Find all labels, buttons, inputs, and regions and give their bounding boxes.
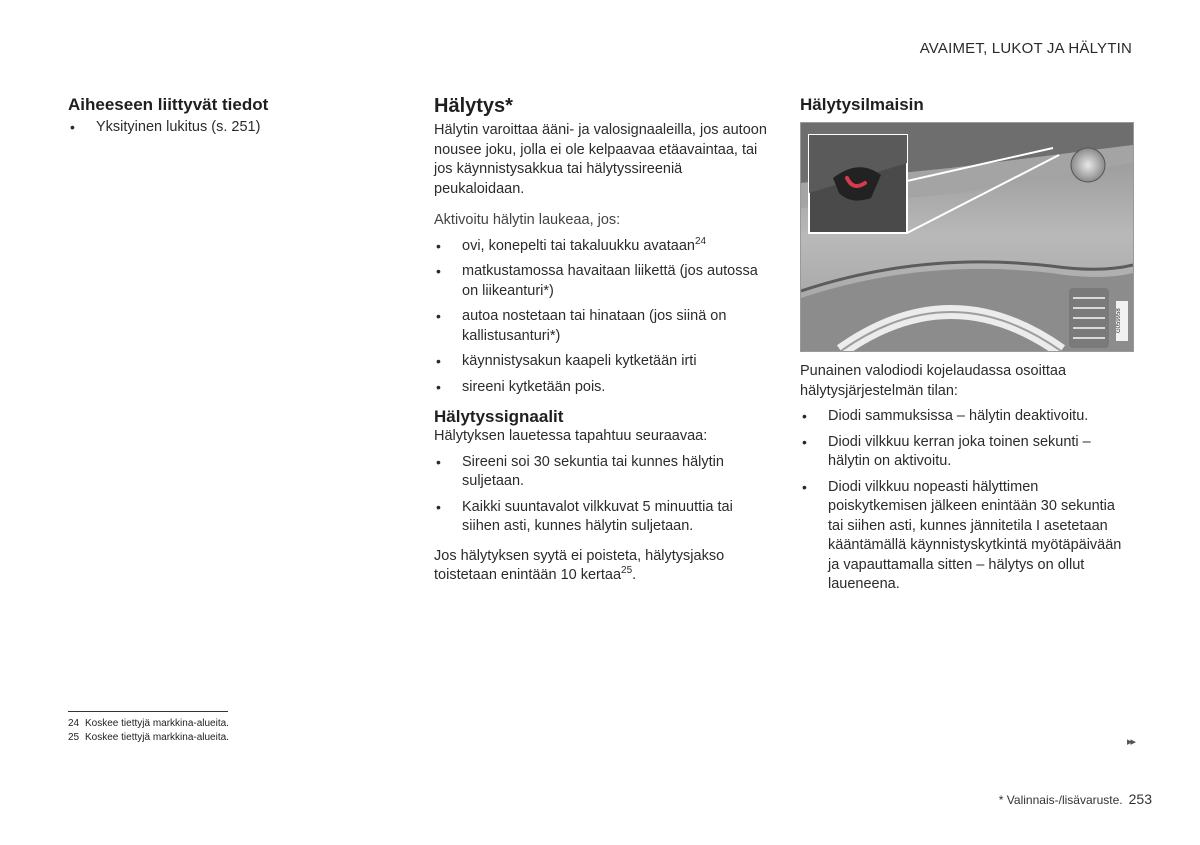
related-info-column <box>68 94 348 138</box>
footnote: 25 Koskee tiettyjä markkina-alueita. <box>68 732 229 743</box>
alarm-outro: Jos hälytyksen syytä ei poisteta, hälytysjakso toistetaan enintään 10 kertaa$^{25}$. <box>434 547 725 583</box>
page-footer <box>999 791 1152 807</box>
list-item: • matkustamossa havaitaan liikettä (jos autossa on liikeanturi*) <box>434 262 769 301</box>
list-item: • käynnistysakun kaapeli kytketään irti <box>434 352 769 372</box>
indicator-caption: Punainen valodiodi kojelaudassa osoittaa hälytysjärjestelmän tilan: <box>800 363 1067 399</box>
list-item: • sireeni kytketään pois. <box>434 378 769 398</box>
signals-intro: Hälytyksen lauetessa tapahtuu seuraavaa: <box>434 428 708 444</box>
indicator-column <box>800 94 1134 595</box>
dashboard-indicator-photo <box>800 122 1134 352</box>
section-title: Hälytys* <box>434 95 513 117</box>
footnote-ref[interactable]: 24 <box>694 235 707 247</box>
page-number: 253 <box>1128 791 1152 807</box>
related-link[interactable]: • Yksityinen lukitus (s. 251) <box>68 118 348 138</box>
alarm-trigger-lead: Aktivoitu hälytin laukeaa, jos: <box>434 212 621 228</box>
list-item: • Diodi vilkkuu nopeasti hälyttimen poiskytkemisen jälkeen enintään 30 sekuntia tai siihen asti, kunnes jännitetila I asetetaan kääntämällä käynnistyskytkintä myötäpäivään ja vapauttamalla sitten – hälytys on ollut laueneena. <box>800 478 1134 595</box>
list-item: • Diodi sammuksissa – hälytin deaktivoitu. <box>800 407 1134 427</box>
footnote-divider <box>68 711 228 712</box>
indicator-states-list <box>800 407 1134 595</box>
list-item: • Diodi vilkkuu kerran joka toinen sekunti – hälytin on aktivoitu. <box>800 433 1134 472</box>
alarm-column <box>434 94 769 586</box>
alarm-trigger-list <box>434 237 769 398</box>
list-item: • Sireeni soi 30 sekuntia tai kunnes hälytin suljetaan. <box>434 453 769 492</box>
related-info-heading: Aiheeseen liittyvät tiedot <box>68 95 269 114</box>
footnote-ref[interactable]: 25 <box>621 565 633 577</box>
list-item: • ovi, konepelti tai takaluukku avataan$^{24}$ <box>434 237 769 257</box>
list-item: • Kaikki suuntavalot vilkkuvat 5 minuuttia tai siihen asti, kunnes hälytin suljetaan. <box>434 498 769 537</box>
related-info-list <box>68 118 348 138</box>
footnote: 24 Koskee tiettyjä markkina-alueita. <box>68 718 229 729</box>
alarm-intro: Hälytin varoittaa ääni- ja valosignaaleilla, jos autoon nousee joku, jolla ei ole kelpaavaa etäavaintaa, tai jos käynnistysakkua tai hälytyssireeniä peukaloidaan. <box>434 122 767 197</box>
dashboard-illustration <box>801 123 1133 351</box>
signals-heading: Hälytyssignaalit <box>434 407 564 426</box>
list-item: • autoa nostetaan tai hinataan (jos siinä on kallistusanturi*) <box>434 307 769 346</box>
indicator-heading: Hälytysilmaisin <box>800 95 924 114</box>
image-code: G059958 <box>1116 301 1128 341</box>
optional-equipment-note: * Valinnais-/lisävaruste. <box>998 793 1123 807</box>
footnotes <box>68 717 229 745</box>
next-page-icon[interactable]: ▸▸ <box>1126 736 1134 748</box>
running-header: AVAIMET, LUKOT JA HÄLYTIN <box>919 40 1132 57</box>
signals-list <box>434 453 769 537</box>
